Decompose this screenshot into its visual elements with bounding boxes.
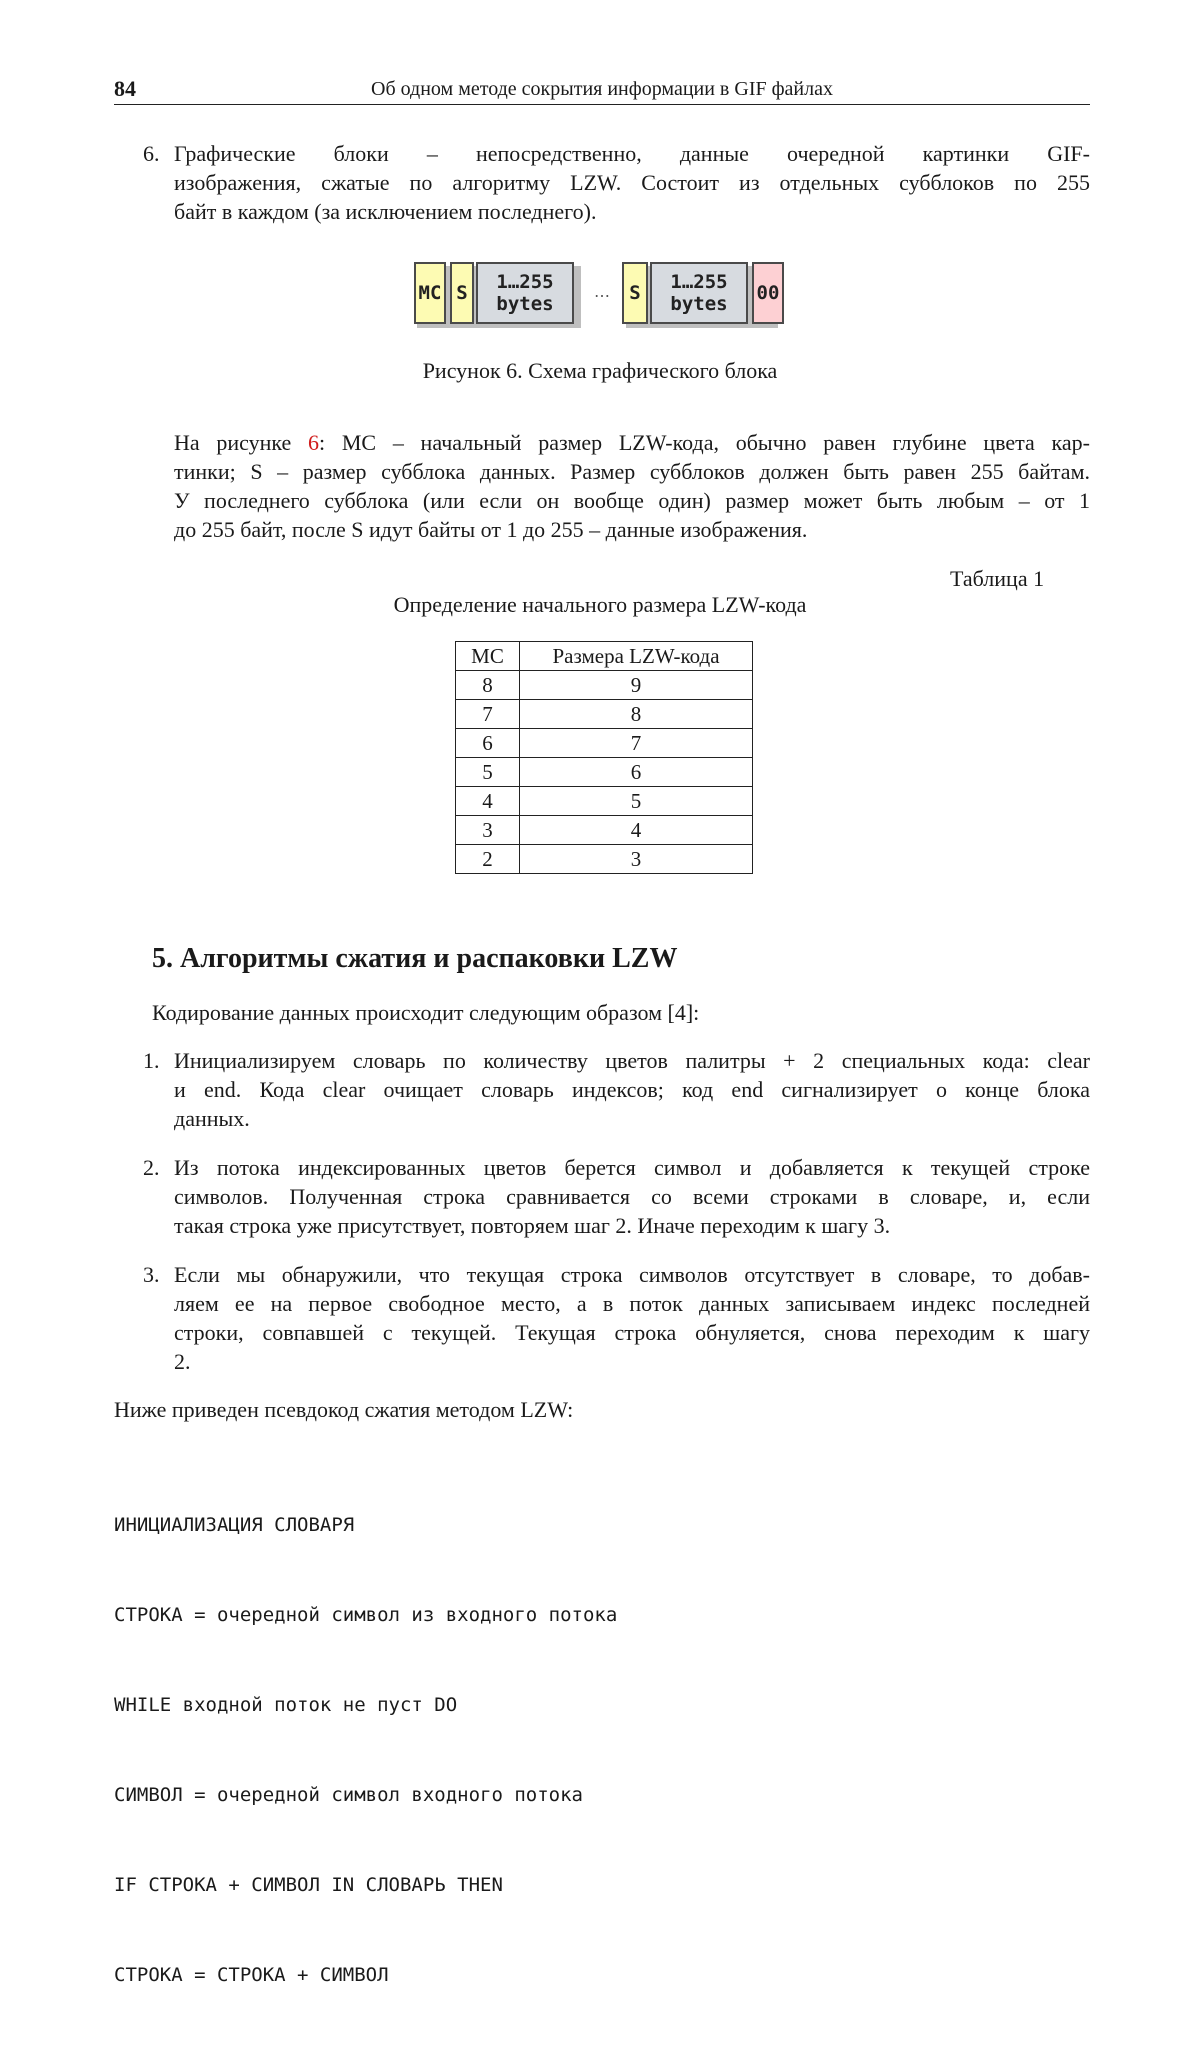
terminator-box: 00 <box>752 262 784 324</box>
text-span: : MC – начальный размер LZW-кода, обычно равен глубине цвета кар- <box>319 430 1090 455</box>
column-header-lzw-size: Размера LZW-кода <box>520 642 753 671</box>
table-cell: 8 <box>456 671 520 700</box>
list-item-text <box>174 1153 1090 1240</box>
running-title: Об одном методе сокрытия информации в GIF файлах <box>371 78 833 100</box>
table-row <box>456 816 753 845</box>
table-cell: 4 <box>456 787 520 816</box>
table-title: Определение начального размера LZW-кода <box>393 592 807 617</box>
table-cell: 3 <box>520 845 753 874</box>
list-item-number: 2. <box>143 1155 160 1180</box>
table-cell: 2 <box>456 845 520 874</box>
s-box: S <box>622 262 648 324</box>
text-line: 2. <box>174 1349 191 1374</box>
section-intro: Кодирование данных происходит следующим образом [4]: <box>152 1000 700 1025</box>
code-line: IF СТРОКА + СИМВОЛ IN СЛОВАРЬ THEN <box>114 1874 503 1896</box>
table-cell: 6 <box>520 758 753 787</box>
ellipsis: … <box>594 282 610 301</box>
table-cell: 5 <box>456 758 520 787</box>
text-line: Из потока индексированных цветов берется символ и добавляется к текущей строке <box>174 1155 1090 1180</box>
table-row <box>456 787 753 816</box>
code-line: СТРОКА = очередной символ из входного потока <box>114 1604 618 1626</box>
list-item-text <box>174 1046 1090 1133</box>
list-item-text <box>174 1260 1090 1376</box>
text-line: У последнего субблока (или если он вообще один) размер может быть любым – от 1 <box>174 488 1090 513</box>
text-line: символов. Полученная строка сравнивается со всеми строками в словаре, и, если <box>174 1184 1090 1209</box>
figure-caption: Рисунок 6. Схема графического блока <box>422 358 778 383</box>
table-cell: 8 <box>520 700 753 729</box>
data-unit-label: bytes <box>670 293 728 315</box>
data-subblock-box <box>650 262 748 324</box>
table-cell: 4 <box>520 816 753 845</box>
table-cell: 9 <box>520 671 753 700</box>
page-number: 84 <box>114 76 136 101</box>
pseudocode-block <box>114 1450 617 2050</box>
table-row <box>456 700 753 729</box>
code-line: СИМВОЛ = очередной символ входного потока <box>114 1784 583 1806</box>
text-line: Графические блоки – непосредственно, данные очередной картинки GIF- <box>174 141 1090 166</box>
data-subblock-box <box>476 262 574 324</box>
text-line: до 255 байт, после S идут байты от 1 до 255 – данные изображения. <box>174 517 808 542</box>
text-line: байт в каждом (за исключением последнего). <box>174 199 597 224</box>
list-item-number: 6. <box>143 141 160 166</box>
text-line: и end. Кода clear очищает словарь индексов; код end сигнализирует о конце блока <box>174 1077 1090 1102</box>
table-cell: 6 <box>456 729 520 758</box>
section-heading: 5. Алгоритмы сжатия и распаковки LZW <box>152 943 678 974</box>
code-line: WHILE входной поток не пуст DO <box>114 1694 458 1716</box>
code-line: СТРОКА = СТРОКА + СИМВОЛ <box>114 1964 389 1986</box>
figure-explanation <box>174 428 1090 544</box>
table-cell: 7 <box>456 700 520 729</box>
data-unit-label: bytes <box>496 293 554 315</box>
table-row <box>456 758 753 787</box>
lzw-size-table <box>455 641 753 874</box>
mc-box: MC <box>414 262 446 324</box>
s-box: S <box>450 262 474 324</box>
text-span: На рисунке <box>174 430 309 455</box>
text-line <box>174 428 1090 457</box>
table-cell: 7 <box>520 729 753 758</box>
table-cell: 5 <box>520 787 753 816</box>
text-line: ляем ее на первое свободное место, а в поток данных записываем индекс последней <box>174 1291 1090 1316</box>
pseudocode-intro: Ниже приведен псевдокод сжатия методом LZW: <box>114 1397 574 1422</box>
table-row <box>456 671 753 700</box>
table-row <box>456 729 753 758</box>
column-header-mc: MC <box>456 642 520 671</box>
data-range-label: 1…255 <box>670 271 728 293</box>
table-label: Таблица 1 <box>950 566 1045 591</box>
data-range-label: 1…255 <box>496 271 554 293</box>
text-line: данных. <box>174 1106 250 1131</box>
table-row <box>456 845 753 874</box>
running-header <box>114 74 1090 105</box>
text-line: изображения, сжатые по алгоритму LZW. Состоит из отдельных субблоков по 255 <box>174 170 1090 195</box>
text-line: тинки; S – размер субблока данных. Размер субблоков должен быть равен 255 байтам. <box>174 459 1090 484</box>
code-line: ИНИЦИАЛИЗАЦИЯ СЛОВАРЯ <box>114 1514 355 1536</box>
figure-reference-link[interactable]: 6 <box>308 430 320 455</box>
text-line: Если мы обнаружили, что текущая строка символов отсутствует в словаре, то добав- <box>174 1262 1090 1287</box>
list-item-text <box>174 139 1090 226</box>
table-cell: 3 <box>456 816 520 845</box>
text-line: такая строка уже присутствует, повторяем шаг 2. Иначе переходим к шагу 3. <box>174 1213 891 1238</box>
list-item-number: 1. <box>143 1048 160 1073</box>
table-header-row <box>456 642 753 671</box>
list-item-number: 3. <box>143 1262 160 1287</box>
text-line: строки, совпавшей с текущей. Текущая строка обнуляется, снова переходим к шагу <box>174 1320 1090 1345</box>
text-line: Инициализируем словарь по количеству цветов палитры + 2 специальных кода: clear <box>174 1048 1090 1073</box>
